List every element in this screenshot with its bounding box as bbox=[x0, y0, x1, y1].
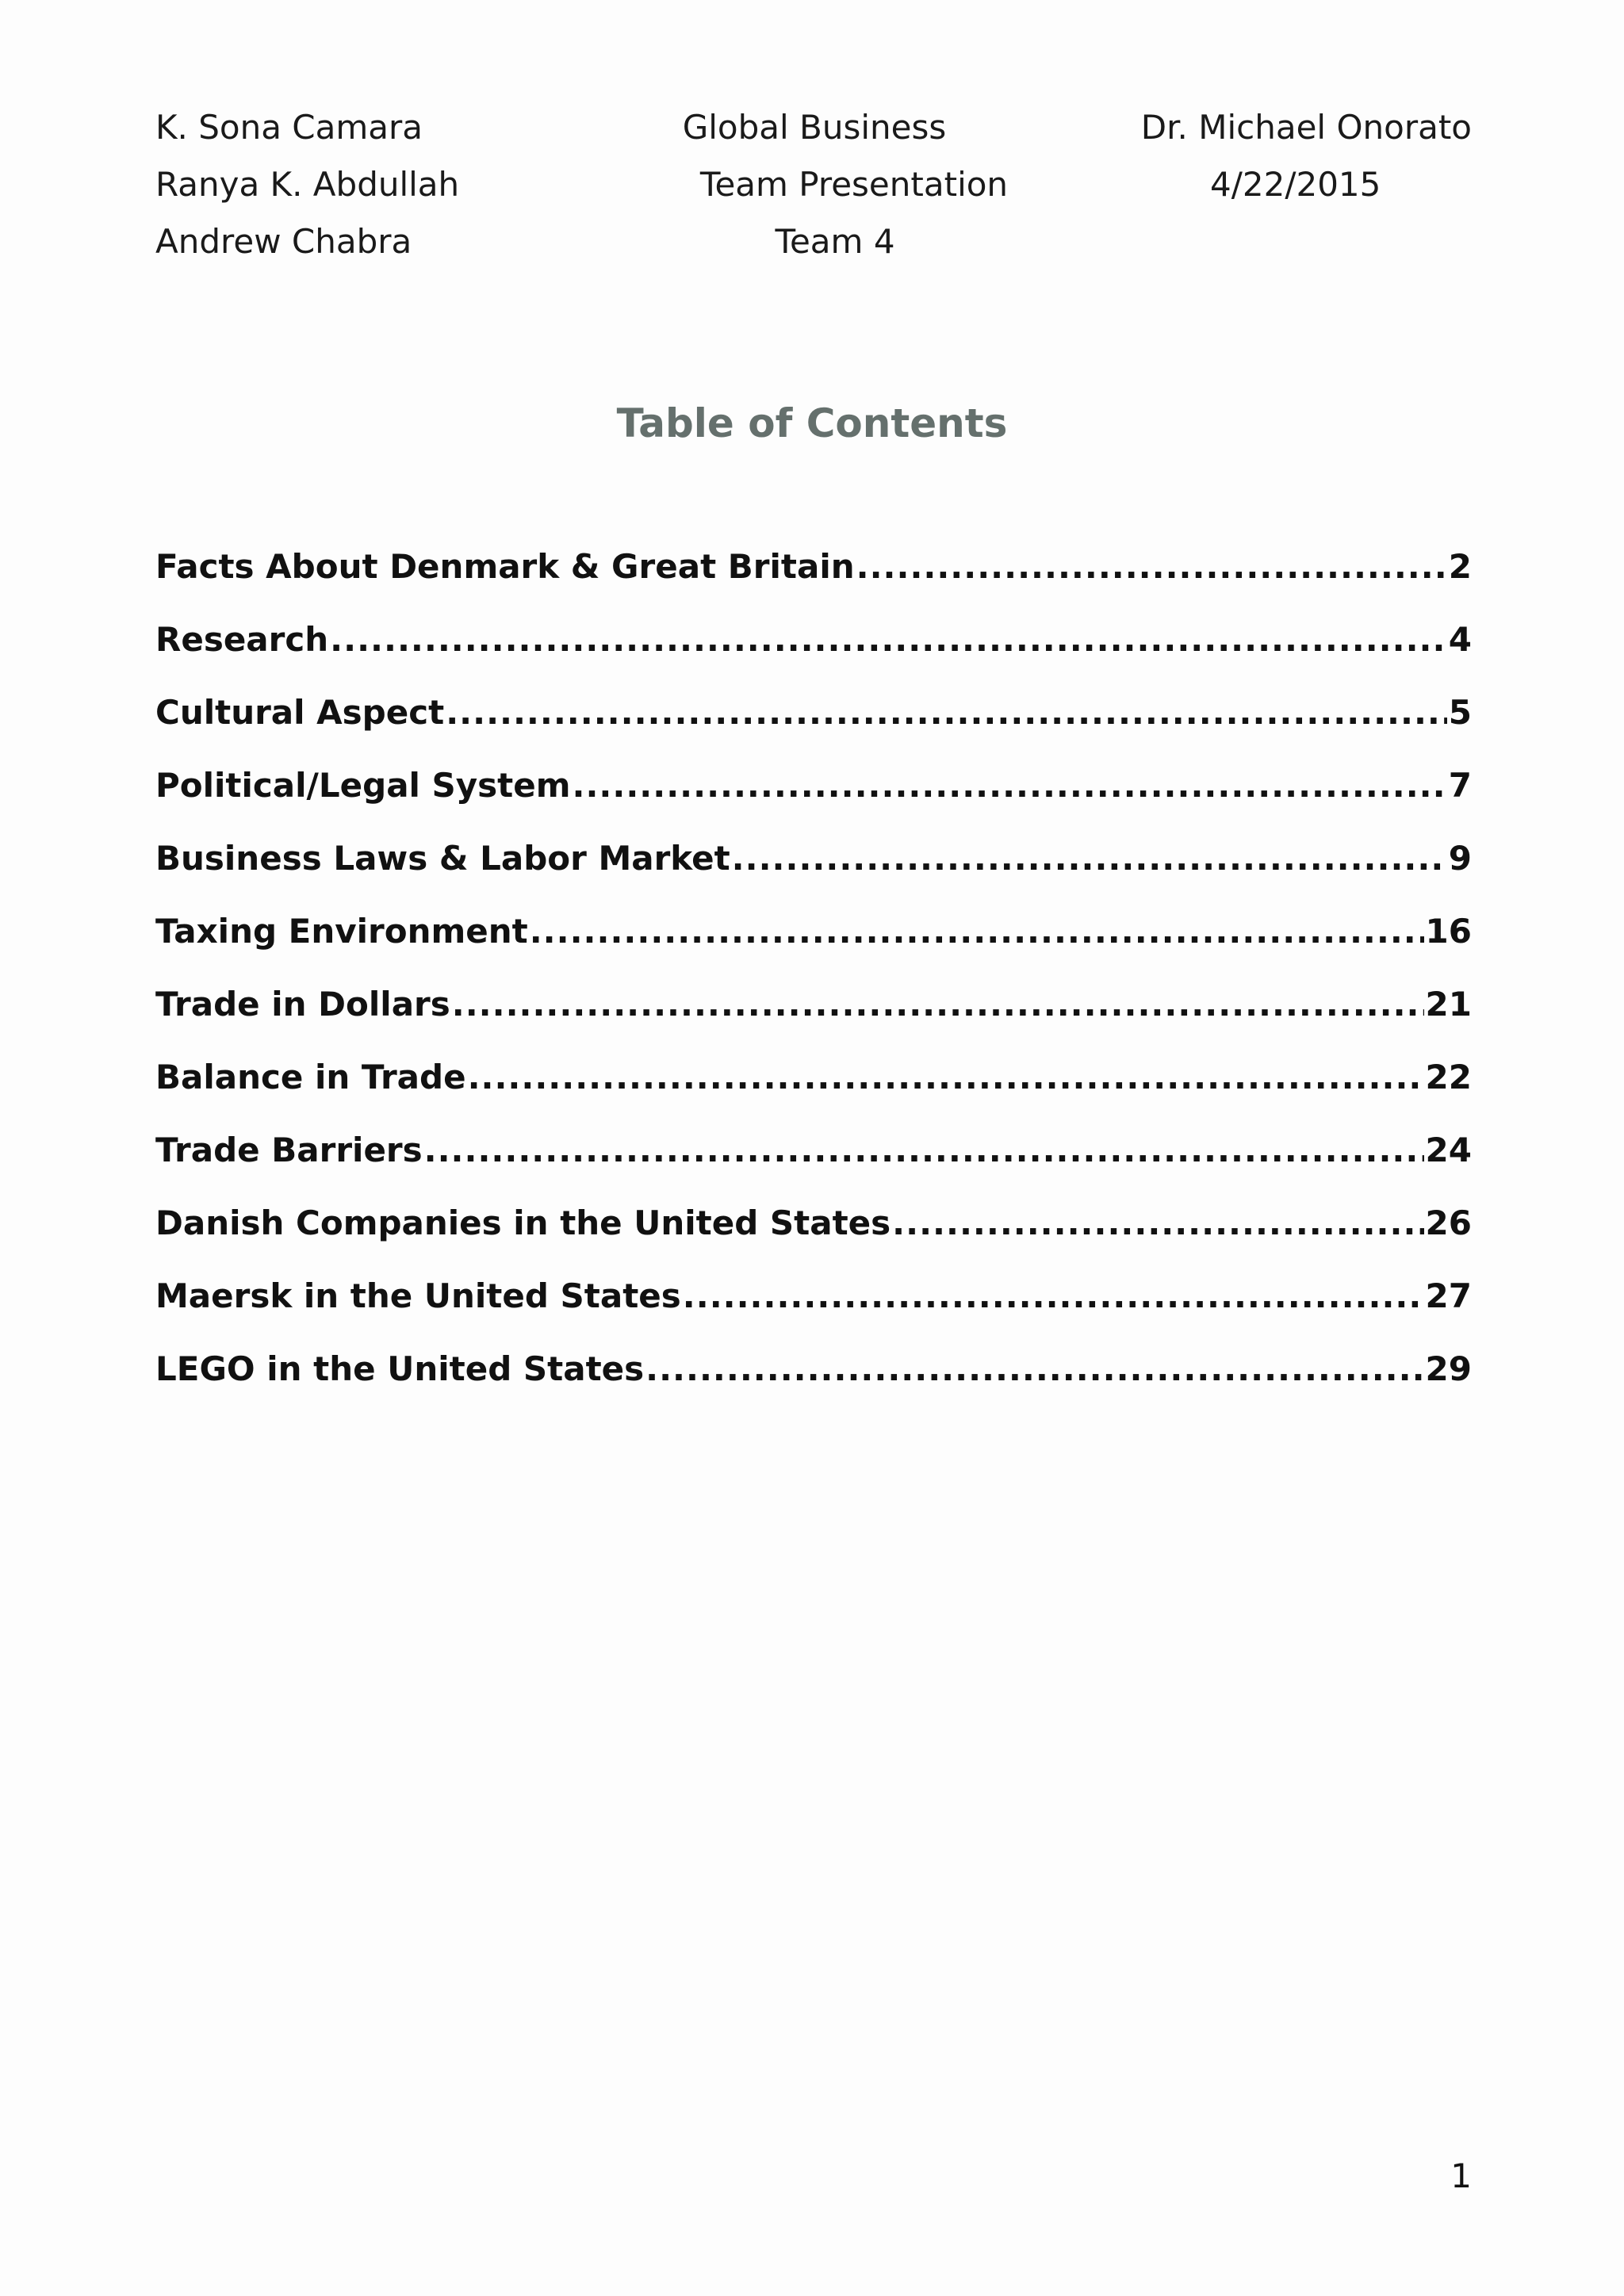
toc-entry-label: Taxing Environment bbox=[155, 912, 528, 951]
toc-entry[interactable] bbox=[155, 912, 1472, 985]
toc-entry-label: Business Laws & Labor Market bbox=[155, 839, 730, 878]
assignment-name: Team Presentation bbox=[699, 165, 1009, 204]
dot-leader bbox=[683, 1276, 1424, 1315]
author-name: Andrew Chabra bbox=[155, 222, 412, 261]
toc-entry-label: LEGO in the United States bbox=[155, 1349, 645, 1388]
toc-entry[interactable] bbox=[155, 985, 1472, 1058]
toc-entry-page: 21 bbox=[1425, 985, 1472, 1024]
toc-entry[interactable] bbox=[155, 1349, 1472, 1422]
toc-entry-label: Maersk in the United States bbox=[155, 1276, 681, 1315]
dot-leader bbox=[446, 693, 1447, 732]
page-number: 1 bbox=[1450, 2156, 1472, 2195]
document-date: 4/22/2015 bbox=[1210, 165, 1381, 204]
toc-entry-page: 9 bbox=[1448, 839, 1472, 878]
dot-leader bbox=[573, 766, 1447, 805]
toc-entry-page: 2 bbox=[1448, 547, 1472, 586]
toc-entry-label: Trade in Dollars bbox=[155, 985, 450, 1024]
author-name: K. Sona Camara bbox=[155, 108, 423, 147]
page-title: Table of Contents bbox=[616, 400, 1008, 446]
toc-entry-page: 29 bbox=[1425, 1349, 1472, 1388]
toc-entry[interactable] bbox=[155, 1058, 1472, 1131]
toc-entry[interactable] bbox=[155, 839, 1472, 912]
course-name: Global Business bbox=[682, 108, 947, 147]
dot-leader bbox=[330, 620, 1447, 659]
instructor-name: Dr. Michael Onorato bbox=[1140, 108, 1472, 147]
dot-leader bbox=[892, 1203, 1423, 1242]
dot-leader bbox=[424, 1131, 1424, 1169]
toc-entry[interactable] bbox=[155, 1131, 1472, 1203]
toc-entry-page: 5 bbox=[1448, 693, 1472, 732]
toc-entry-page: 27 bbox=[1425, 1276, 1472, 1315]
toc-entry[interactable] bbox=[155, 547, 1472, 620]
toc-entry-label: Balance in Trade bbox=[155, 1058, 466, 1096]
table-of-contents bbox=[155, 547, 1472, 1422]
toc-entry[interactable] bbox=[155, 693, 1472, 766]
author-name: Ranya K. Abdullah bbox=[155, 165, 460, 204]
dot-leader bbox=[468, 1058, 1424, 1096]
dot-leader bbox=[530, 912, 1424, 951]
toc-entry-page: 16 bbox=[1425, 912, 1472, 951]
dot-leader bbox=[856, 547, 1447, 586]
toc-entry-page: 7 bbox=[1448, 766, 1472, 805]
team-name: Team 4 bbox=[775, 222, 895, 261]
dot-leader bbox=[732, 839, 1447, 878]
toc-entry-label: Political/Legal System bbox=[155, 766, 571, 805]
toc-entry-page: 26 bbox=[1425, 1203, 1472, 1242]
toc-entry-label: Cultural Aspect bbox=[155, 693, 445, 732]
toc-entry-label: Research bbox=[155, 620, 329, 659]
dot-leader bbox=[452, 985, 1424, 1024]
toc-entry-page: 22 bbox=[1425, 1058, 1472, 1096]
toc-entry-label: Danish Companies in the United States bbox=[155, 1203, 891, 1242]
toc-entry-page: 4 bbox=[1448, 620, 1472, 659]
toc-entry[interactable] bbox=[155, 1203, 1472, 1276]
toc-entry-label: Facts About Denmark & Great Britain bbox=[155, 547, 855, 586]
toc-entry[interactable] bbox=[155, 1276, 1472, 1349]
toc-entry-label: Trade Barriers bbox=[155, 1131, 423, 1169]
dot-leader bbox=[645, 1349, 1423, 1388]
toc-entry[interactable] bbox=[155, 620, 1472, 693]
toc-entry-page: 24 bbox=[1425, 1131, 1472, 1169]
toc-entry[interactable] bbox=[155, 766, 1472, 839]
